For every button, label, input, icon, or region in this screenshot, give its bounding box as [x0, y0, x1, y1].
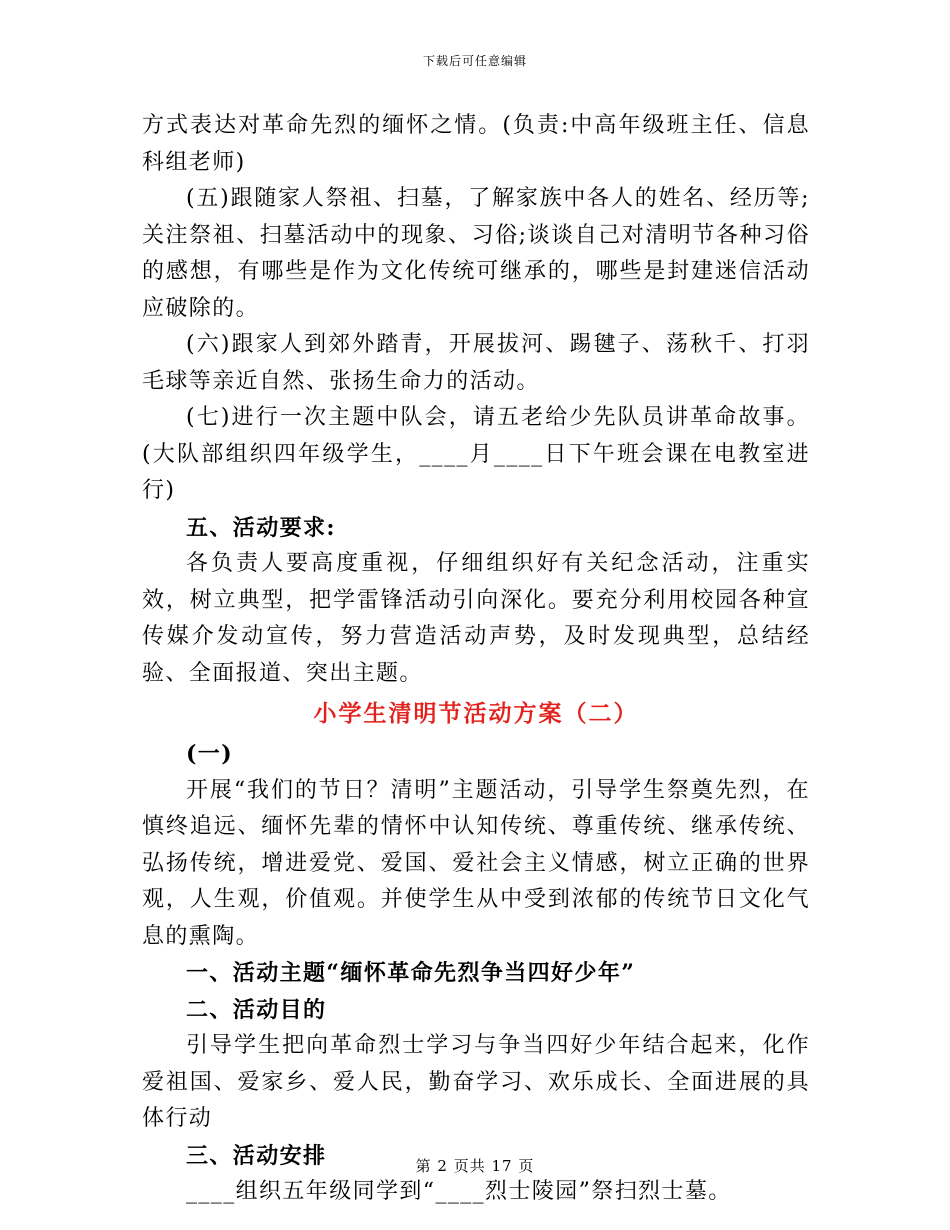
heading-activity-requirements: 五、活动要求: [186, 514, 336, 541]
heading-activity-theme: 一、活动主题“缅怀革命先烈争当四好少年” [186, 960, 636, 986]
paragraph-requirements: 各负责人要高度重视，仔细组织好有关纪念活动，注重实效，树立典型，把学雷锋活动引向深化。要充分利用校园各种宣传媒介发动宣传，努力营造活动声势，及时发现典型，总结经验、全面报道、突出主题。 [142, 551, 810, 686]
page-footer: 第 2 页共 17 页 [415, 1157, 535, 1175]
document-body [142, 108, 810, 1211]
paragraph-purpose: 引导学生把向革命烈士学习与争当四好少年结合起来，化作爱祖国、爱家乡、爱人民，勤奋学习、欢乐成长、全面进展的具体行动 [142, 1033, 810, 1131]
page-header: 下载后可任意编辑 [422, 54, 527, 68]
heading-activity-arrangement: 三、活动安排 [186, 1142, 327, 1169]
heading-part-one: (一) [186, 741, 234, 767]
paragraph-3: (六)跟家人到郊外踏青，开展拔河、踢毽子、荡秋千、打羽毛球等亲近自然、张扬生命力的活动。 [142, 332, 810, 394]
paragraph-2: (五)跟随家人祭祖、扫墓，了解家族中各人的姓名、经历等;关注祭祖、扫墓活动中的现象、习俗;谈谈自己对清明节各种习俗的感想，有哪些是作为文化传统可继承的，哪些是封建迷信活动应破除的。 [142, 186, 810, 321]
heading-activity-purpose: 二、活动目的 [186, 996, 327, 1023]
paragraph-arrangement: ____组织五年级同学到“____烈士陵园”祭扫烈士墓。 [186, 1179, 732, 1204]
section-title: 小学生清明节活动方案（二） [313, 700, 639, 727]
paragraph-intro: 开展“我们的节日？清明”主题活动，引导学生祭奠先烈，在慎终追远、缅怀先辈的情怀中认知传统、尊重传统、继承传统、弘扬传统，增进爱党、爱国、爱社会主义情感，树立正确的世界观，人生观，价值观。并使学生从中受到浓郁的传统节日文化气息的熏陶。 [142, 777, 810, 949]
paragraph-1: 方式表达对革命先烈的缅怀之情。(负责:中高年级班主任、信息科组老师) [142, 113, 810, 175]
paragraph-4: (七)进行一次主题中队会，请五老给少先队员讲革命故事。(大队部组织四年级学生，____月____日下午班会课在电教室进行) [142, 405, 810, 503]
